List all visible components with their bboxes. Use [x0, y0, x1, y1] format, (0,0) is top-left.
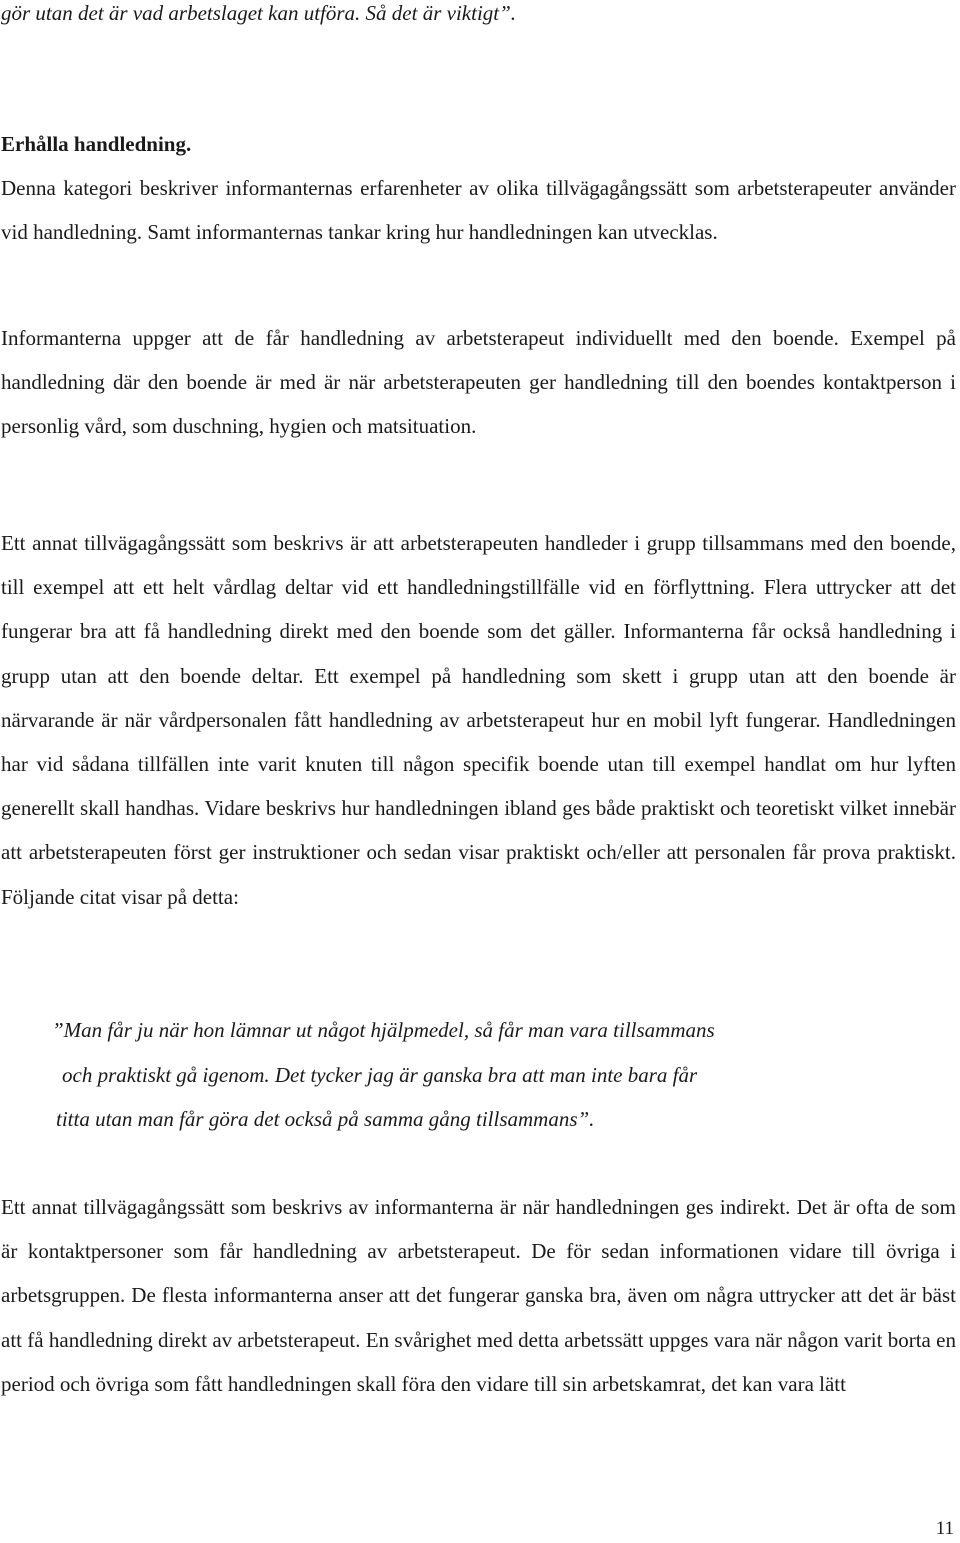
- quote-line: ”Man får ju när hon lämnar ut något hjälpmedel, så får man vara tillsammans: [52, 1018, 715, 1042]
- page-number: 11: [935, 1518, 954, 1539]
- paragraph-group-handledning: Ett annat tillvägagångssätt som beskrivs är att arbetsterapeuten handleder i grupp tillsammans med den boende, till exempel att ett helt vårdlag deltar vid ett handledningstillfälle vid en förflyttning. Flera uttrycker att det fungerar bra att få handledning direkt med den boende som det gäller. Informanterna får också handledning i grupp utan att den boende deltar. Ett exempel på handledning som skett i grupp utan att den boende är närvarande är när vårdpersonalen fått handledning av arbetsterapeut hur en mobil lyft fungerar. Handledningen har vid sådana tillfällen inte varit knuten till någon specifik boende utan till exempel handlat om hur lyften generellt skall handhas. Vidare beskrivs hur handledningen ibland ges både praktiskt och teoretiskt vilket innebär att arbetsterapeuten först ger instruktioner och sedan visar praktiskt och/eller att personalen får prova praktiskt. Följande citat visar på detta:: [1, 531, 956, 909]
- section-heading: Erhålla handledning.: [1, 132, 192, 156]
- paragraph-category-description: Denna kategori beskriver informanternas erfarenheter av olika tillvägagångssätt som arbetsterapeuter använder vid handledning. Samt informanternas tankar kring hur handledningen kan utvecklas.: [1, 176, 956, 245]
- intro-fragment: gör utan det är vad arbetslaget kan utföra. Så det är viktigt”.: [1, 1, 517, 25]
- quote-line: titta utan man får göra det också på samma gång tillsammans”.: [56, 1107, 595, 1132]
- interview-quote: [52, 1008, 872, 1142]
- quote-line: och praktiskt gå igenom. Det tycker jag är ganska bra att man inte bara får: [62, 1062, 698, 1087]
- paragraph-individual-handledning: Informanterna uppger att de får handledning av arbetsterapeut individuellt med den boende. Exempel på handledning där den boende är med är när arbetsterapeuten ger handledning till den boendes kontaktperson i personlig vård, som duschning, hygien och matsituation.: [1, 326, 956, 439]
- paragraph-indirect-handledning: Ett annat tillvägagångssätt som beskrivs av informanterna är när handledningen ges indirekt. Det är ofta de som är kontaktpersoner som får handledning av arbetsterapeut. De för sedan informationen vidare till övriga i arbetsgruppen. De flesta informanterna anser att det fungerar ganska bra, även om några uttrycker att det är bäst att få handledning direkt av arbetsterapeut. En svårighet med detta arbetssätt uppges vara när någon varit borta en period och övriga som fått handledningen skall föra den vidare till sin arbetskamrat, det kan vara lätt: [1, 1195, 956, 1396]
